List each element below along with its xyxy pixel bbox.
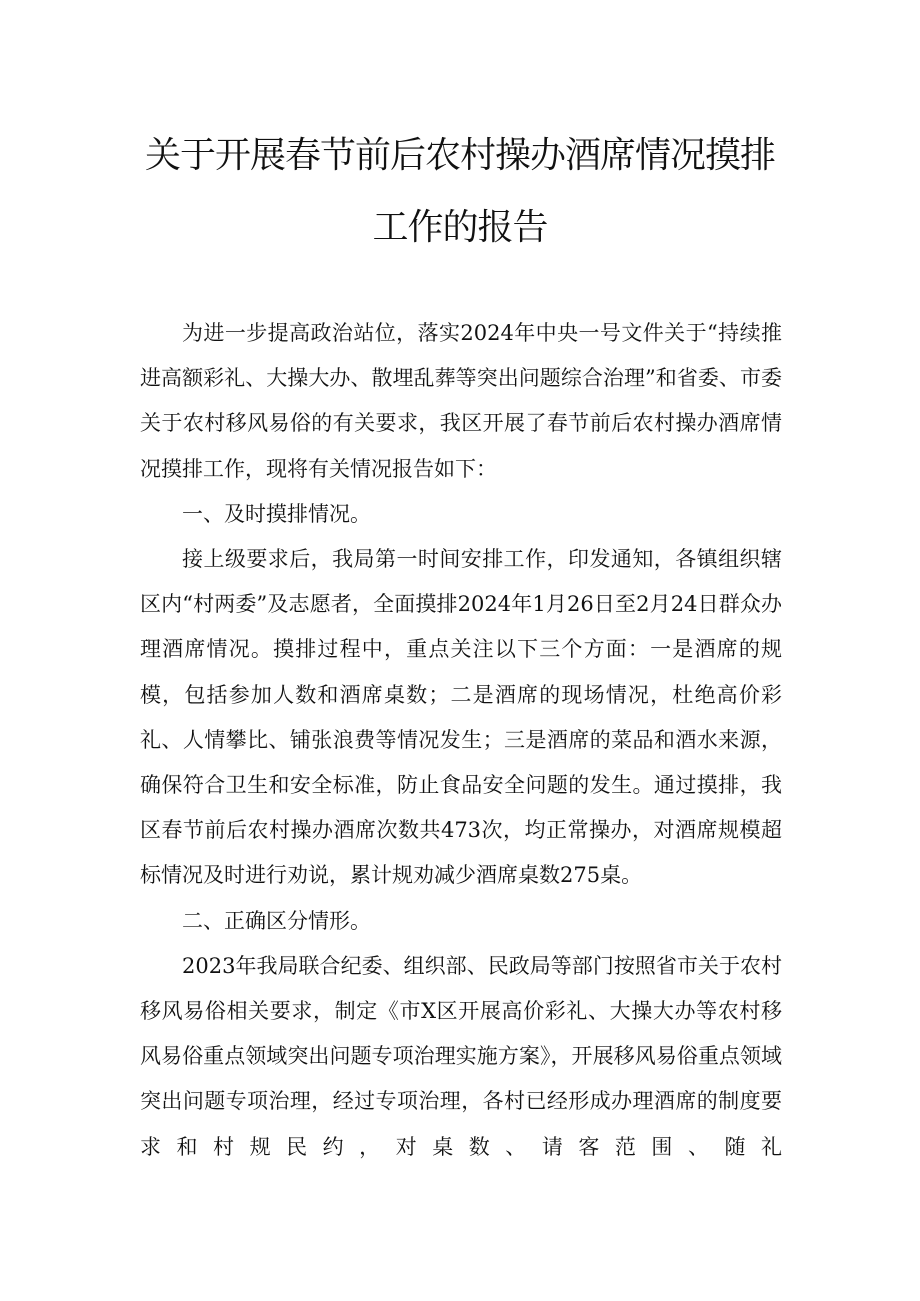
paragraph-intro: 为进一步提高政治站位，落实2024年中央一号文件关于“持续推进高额彩礼、大操大办、散埋乱葬等突出问题综合治理”和省委、市委关于农村移风易俗的有关要求，我区开展了春节前后农村操办酒席情况摸排工作，现将有关情况报告如下： [140,321,782,481]
document-title-line-1: 关于开展春节前后农村操办酒席情况摸排 [144,135,775,176]
section-heading-2: 二、正确区分情形。 [182,908,371,933]
section-heading-1: 一、及时摸排情况。 [182,501,371,526]
document-title-line-2: 工作的报告 [372,207,548,248]
paragraph-section-1: 接上级要求后，我局第一时间安排工作，印发通知，各镇组织辖区内“村两委”及志愿者，全面摸排2024年1月26日至2月24日群众办理酒席情况。摸排过程中，重点关注以下三个方面：一是酒席的规模，包括参加人数和酒席桌数；二是酒席的现场情况，杜绝高价彩礼、人情攀比、铺张浪费等情况发生；三是酒席的菜品和酒水来源，确保符合卫生和安全标准，防止食品安全问题的发生。通过摸排，我区春节前后农村操办酒席次数共473次，均正常操办，对酒席规模超标情况及时进行劝说，累计规劝减少酒席桌数275桌。 [140,547,782,888]
paragraph-section-2: 2023年我局联合纪委、组织部、民政局等部门按照省市关于农村移风易俗相关要求，制定《市X区开展高价彩礼、大操大办等农村移风易俗重点领域突出问题专项治理实施方案》，开展移风易俗重点领域突出问题专项治理，经过专项治理，各村已经形成办理酒席的制度要求和村规民约，对桌数、请客范围、随礼 [140,953,782,1159]
document-body [140,311,782,1170]
